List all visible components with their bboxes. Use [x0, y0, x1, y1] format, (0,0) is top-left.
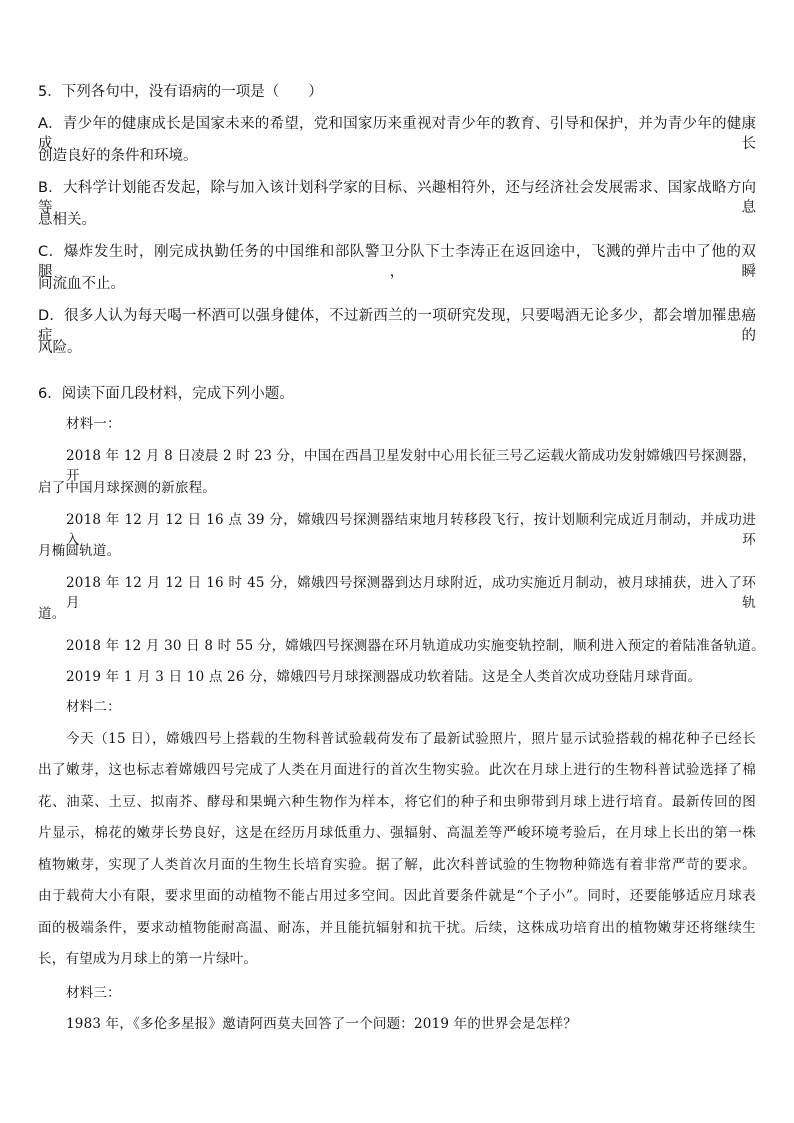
- q5-option-a-line2: 创造良好的条件和环境。: [38, 148, 198, 164]
- q6-stem: 6．阅读下面几段材料，完成下列小题。: [38, 386, 294, 402]
- material-3-line: 1983 年，《多伦多星报》邀请阿西莫夫回答了一个问题：2019 年的世界会是怎样？: [66, 1016, 577, 1032]
- material-2-line: 由于载荷大小有限，要求里面的动植物不能占用过多空间。因此首要条件就是“个子小”。同时，还要能够适应月球表: [38, 888, 756, 904]
- q5-option-d-line2: 风险。: [38, 340, 82, 356]
- q5-option-b-line1: B．大科学计划能否发起，除与加入该计划科学家的目标、兴趣相符外，还与经济社会发展需求、国家战略方向等息: [38, 180, 756, 216]
- q5-option-b-line2: 息相关。: [38, 212, 96, 228]
- material-1-paragraph: 道。: [38, 606, 66, 622]
- material-2-line: 片显示，棉花的嫩芽长势良好，这是在经历月球低重力、强辐射、高温差等严峻环境考验后，在月球上长出的第一株: [38, 825, 756, 841]
- material-2-line: 植物嫩芽，实现了人类首次月面的生物生长培育实验。据了解，此次科普试验的生物物种筛选有着非常严苛的要求。: [38, 857, 756, 873]
- q5-option-c-line1: C．爆炸发生时，刚完成执勤任务的中国维和部队警卫分队下士李涛正在返回途中，飞溅的弹片击中了他的双腿，瞬: [38, 244, 756, 280]
- material-2-line: 面的极端条件，要求动植物能耐高温、耐冻，并且能抗辐射和抗干扰。后续，这株成功培育出的植物嫩芽还将继续生: [38, 920, 756, 936]
- material-2-line: 长，有望成为月球上的第一片绿叶。: [38, 951, 258, 967]
- material-1-paragraph: 2018 年 12 月 12 日 16 点 39 分，嫦娥四号探测器结束地月转移段飞行，按计划顺利完成近月制动，并成功进入环: [66, 512, 756, 548]
- material-2-title: 材料二：: [66, 699, 121, 715]
- material-2-line: 今天（15 日），嫦娥四号上搭载的生物科普试验载荷发布了最新试验照片，照片显示试验搭载的棉花种子已经长: [66, 731, 756, 747]
- material-1-paragraph: 2018 年 12 月 12 日 16 时 45 分，嫦娥四号探测器到达月球附近，成功实施近月制动，被月球捕获，进入了环月轨: [66, 575, 756, 611]
- q5-option-c-line2: 间流血不止。: [38, 276, 125, 292]
- q5-stem: 5．下列各句中，没有语病的一项是（ ）: [38, 84, 323, 100]
- material-1-paragraph: 启了中国月球探测的新旅程。: [38, 480, 217, 496]
- material-1-paragraph: 2018 年 12 月 30 日 8 时 55 分，嫦娥四号探测器在环月轨道成功实施变轨控制，顺利进入预定的着陆准备轨道。: [66, 638, 765, 654]
- material-3-title: 材料三：: [66, 985, 121, 1001]
- material-1-paragraph: 2019 年 1 月 3 日 10 点 26 分，嫦娥四号月球探测器成功软着陆。这是全人类首次成功登陆月球背面。: [66, 669, 702, 685]
- q5-option-d-line1: D．很多人认为每天喝一杯酒可以强身健体，不过新西兰的一项研究发现，只要喝酒无论多少，都会增加罹患癌症的: [38, 308, 756, 344]
- material-2-line: 出了嫩芽，这也标志着嫦娥四号完成了人类在月面进行的首次生物实验。此次在月球上进行的生物科普试验选择了棉: [38, 762, 756, 778]
- material-1-paragraph: 2018 年 12 月 8 日凌晨 2 时 23 分，中国在西昌卫星发射中心用长征三号乙运载火箭成功发射嫦娥四号探测器，开: [66, 448, 757, 484]
- q5-option-a-line1: A．青少年的健康成长是国家未来的希望，党和国家历来重视对青少年的教育、引导和保护，并为青少年的健康成长: [38, 116, 756, 152]
- material-1-title: 材料一：: [66, 416, 121, 432]
- material-1-paragraph: 月椭圆轨道。: [38, 543, 121, 559]
- material-2-line: 花、油菜、土豆、拟南芥、酵母和果蝇六种生物作为样本，将它们的种子和虫卵带到月球上进行培育。最新传回的图: [38, 794, 756, 810]
